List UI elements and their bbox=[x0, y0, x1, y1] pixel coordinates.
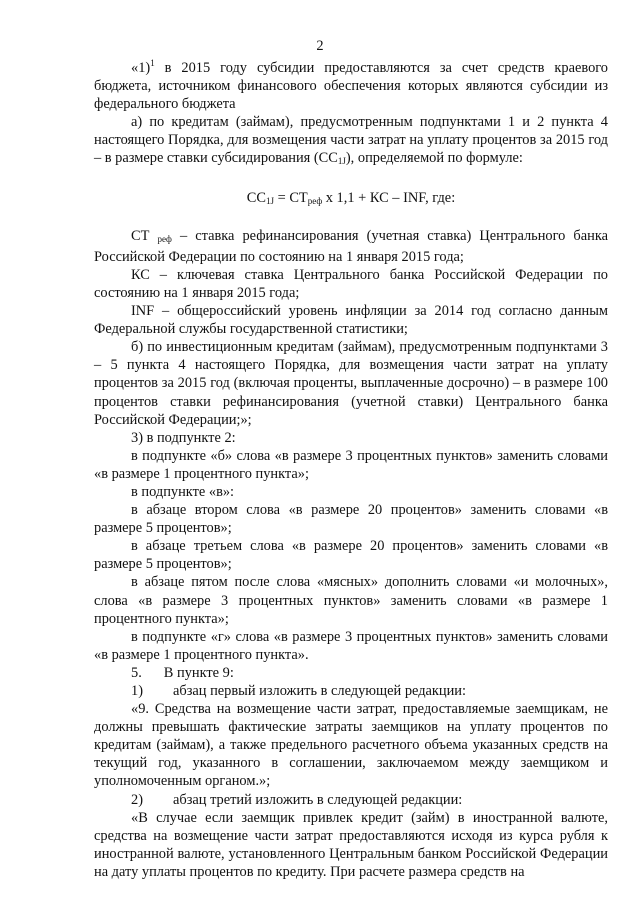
footnote-marker: 1 bbox=[150, 58, 155, 69]
paragraph-subitem-3: 3) в подпункте 2: bbox=[131, 429, 236, 446]
paragraph-second-abzac: в абзаце втором слова «в размере 20 процентов» заменить словами «в размере 5 процентов»; bbox=[94, 502, 608, 537]
paragraph-point-5 bbox=[94, 664, 608, 682]
subscript: 1J bbox=[266, 195, 275, 206]
text-run: ), определяемой по формуле: bbox=[345, 150, 523, 167]
paragraph-item-a bbox=[94, 113, 608, 170]
text-run: – ставка рефинансирования (учетная ставка) Центрального банка Российской Федерации по состоянию на 1 января 2015 года; bbox=[94, 227, 608, 265]
text-run: абзац третий изложить в следующей редакции: bbox=[173, 791, 463, 808]
paragraph-refinancing-rate bbox=[94, 227, 608, 266]
paragraph-key-rate: КС – ключевая ставка Центрального банка Российской Федерации по состоянию на 1 января 2015 года; bbox=[94, 266, 608, 301]
paragraph-inflation: INF – общероссийский уровень инфляции за 2014 год согласно данным Федеральной службы государственной статистики; bbox=[94, 303, 608, 338]
text-run: В пункте 9: bbox=[163, 664, 234, 681]
page-number: 2 bbox=[316, 38, 324, 54]
paragraph-fifth-abzac: в абзаце пятом после слова «мясных» дополнить словами «и молочных», слова «в размере 3 процентных пунктов» заменить словами «в размере 1 процентного пункта»; bbox=[94, 574, 608, 627]
formula-term: х 1,1 + КС – INF, где: bbox=[322, 189, 456, 206]
paragraph-subitem-b-change: в подпункте «б» слова «в размере 3 процентных пунктов» заменить словами «в размере 1 процентного пункта»; bbox=[94, 447, 608, 482]
paragraph-point-5-2 bbox=[94, 791, 608, 809]
text-run: а) по кредитам (займам), предусмотренным подпунктами 1 и 2 пункта 4 настоящего Порядка, для возмещения части затрат на уплату процентов за 2015 год – в размере ставки субсидирования (СС bbox=[94, 114, 608, 167]
subscript: реф bbox=[307, 195, 323, 206]
paragraph-subsidy-source bbox=[94, 59, 608, 113]
paragraph-item-b: б) по инвестиционным кредитам (займам), предусмотренным подпунктами 3 – 5 пункта 4 настоящего Порядка, для возмещения части затрат на уплату процентов за 2015 год (включая проценты, выплаченные досрочно) – в размере 100 процентов ставки рефинансирования (учетной ставки) Центрального банка Российской Федерации;»; bbox=[94, 339, 608, 428]
subscript: 1J bbox=[337, 156, 346, 167]
paragraph-foreign-currency: «В случае если заемщик привлек кредит (займ) в иностранной валюте, средства на возмещение части затрат предоставляются исходя из курса рубля к иностранной валюте, установленного Центральным банком Российской Федерации на дату уплаты процентов по кредиту. При расчете размера средств на bbox=[94, 809, 608, 880]
text-run: «1) bbox=[131, 60, 151, 76]
formula-term: СС bbox=[246, 189, 266, 206]
item-number: 2) bbox=[131, 791, 143, 808]
paragraph-point-5-1 bbox=[94, 682, 608, 700]
paragraph-subitem-g: в подпункте «г» слова «в размере 3 процентных пунктов» заменить словами «в размере 1 процентного пункта». bbox=[94, 628, 608, 663]
document-body bbox=[94, 59, 608, 881]
formula bbox=[94, 189, 608, 210]
subscript: реф bbox=[157, 233, 172, 244]
text-run: в 2015 году субсидии предоставляются за счет средств краевого бюджета, источником финансового обеспечения которых являются субсидии из федерального бюджета bbox=[94, 60, 608, 113]
item-number: 5. bbox=[131, 664, 142, 681]
formula-term: = СТ bbox=[274, 189, 308, 206]
item-number: 1) bbox=[131, 683, 143, 699]
paragraph-subitem-v: в подпункте «в»: bbox=[131, 483, 235, 500]
paragraph-point-9-text: «9. Средства на возмещение части затрат, предоставляемые заемщикам, не должны превышать фактические затраты заемщиков на уплату процентов по кредитам (займам), а также предельного расчетного объема указанных средств на текущий год, указанного в соглашении, заключаемом между заемщиком и уполномоченным органом.»; bbox=[94, 701, 608, 790]
paragraph-third-abzac: в абзаце третьем слова «в размере 20 процентов» заменить словами «в размере 5 процентов»; bbox=[94, 538, 608, 573]
text-run: абзац первый изложить в следующей редакции: bbox=[173, 683, 467, 699]
text-run: СТ bbox=[131, 227, 158, 244]
